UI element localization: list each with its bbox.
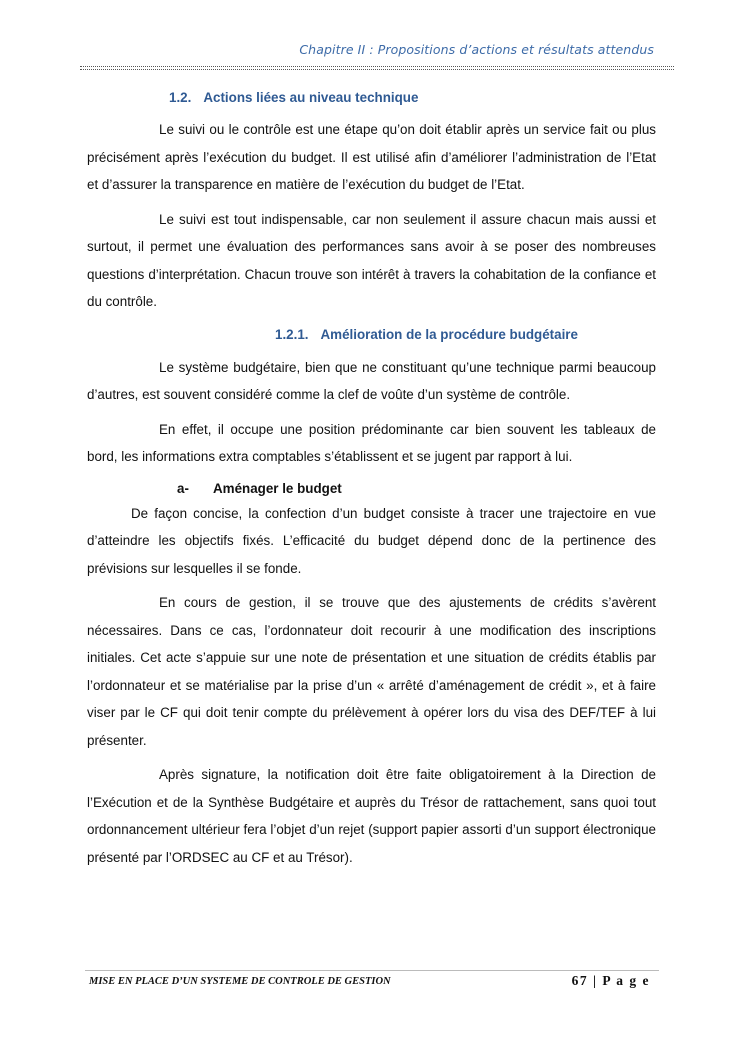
paragraph: De façon concise, la confection d’un budget consiste à tracer une trajectoire en vue d’atteindre les objectifs fixés. L’efficacité du budget dépend donc de la pertinence des prévisions sur lesquelles il se fonde.: [87, 505, 656, 576]
paragraph: Après signature, la notification doit être faite obligatoirement à la Direction de l’Exécution et de la Synthèse Budgétaire et auprès du Trésor de rattachement, sans quoi tout ordonnancement ultérieur fera l’objet d’un rejet (support papier assorti d’un support électronique présenté par l’ORDSEC au CF et au Trésor).: [87, 767, 656, 865]
subsection-title: Aménager le budget: [213, 480, 342, 496]
paragraph: Le système budgétaire, bien que ne constituant qu’une technique parmi beaucoup d’autres, est souvent considéré comme la clef de voûte d’un système de contrôle.: [87, 359, 656, 402]
footer-title: MISE EN PLACE D’UN SYSTEME DE CONTROLE DE GESTION: [89, 976, 391, 987]
section-title: Actions liées au niveau technique: [203, 90, 419, 105]
header-divider: [80, 66, 674, 67]
paragraph: Le suivi ou le contrôle est une étape qu’on doit établir après un service fait ou plus précisément après l’exécution du budget. Il est utilisé afin d’améliorer l’administration de l’Etat et d’assurer la transparence en matière de l’exécution du budget de l’Etat.: [87, 122, 656, 192]
page-number: [560, 973, 650, 989]
paragraph: En cours de gestion, il se trouve que des ajustements de crédits s’avèrent nécessaires. Dans ce cas, l’ordonnateur doit recourir à une modification des inscriptions initiales. Cet acte s’appuie sur une note de présentation et une situation de crédits établis par l’ordonnateur et se matérialise par la prise d’un « arrêté d’aménagement de crédit », et à faire viser par le CF qui doit tenir compte du prélèvement à opérer lors du visa des DEF/TEF à lui présenter.: [87, 595, 656, 748]
paragraph: Le suivi est tout indispensable, car non seulement il assure chacun mais aussi et surtout, il permet une évaluation des performances sans avoir à se poser des nombreuses questions d’interprétation. Chacun trouve son intérêt à travers la cohabitation de la confiance et du contrôle.: [87, 211, 656, 309]
section-number: 1.2.1.: [275, 326, 309, 342]
footer-divider: [85, 970, 659, 971]
page-body: [87, 86, 656, 878]
section-heading-1-2-1: [87, 323, 656, 347]
section-number: 1.2.: [169, 90, 192, 105]
section-title: Amélioration de la procédure budgétaire: [320, 326, 578, 342]
page-label: P a g e: [602, 973, 650, 988]
subsection-heading-a: [87, 478, 656, 500]
page-separator: |: [593, 973, 598, 988]
section-heading-1-2: [87, 86, 656, 110]
subsection-number: a-: [177, 480, 189, 496]
page-number-value: 67: [571, 973, 589, 988]
chapter-header: Chapitre II : Propositions d’actions et résultats attendus: [299, 42, 654, 57]
paragraph: En effet, il occupe une position prédominante car bien souvent les tableaux de bord, les informations extra comptables s’établissent et se jugent par rapport à lui.: [87, 421, 656, 464]
header-divider-secondary: [80, 69, 674, 70]
